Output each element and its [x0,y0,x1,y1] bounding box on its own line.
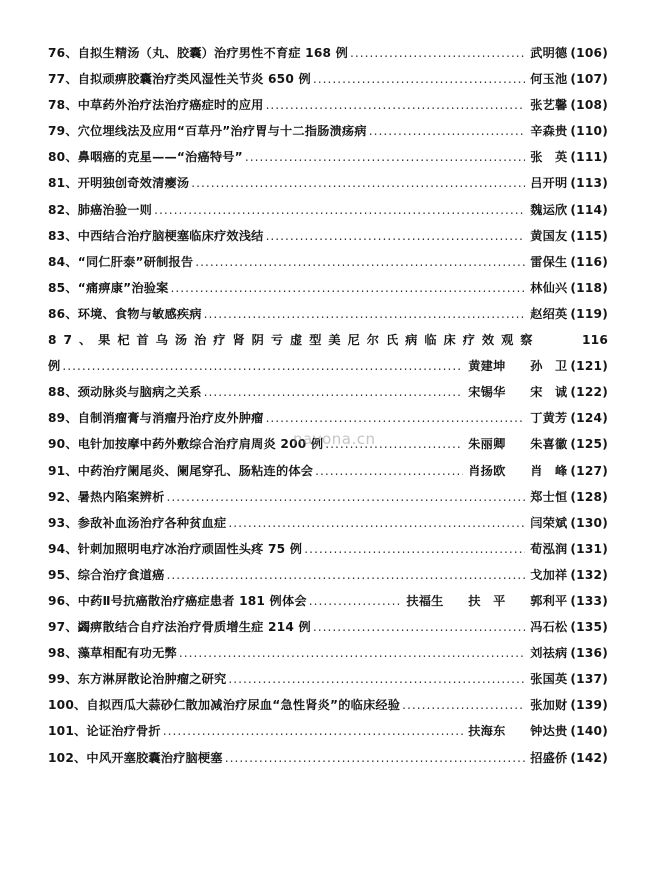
toc-entry [48,644,608,670]
dot-leader [191,176,525,190]
dot-leader [228,672,525,686]
entry-author: 肖扬欧 肖 峰 [468,463,568,478]
entry-author: 扶福生 扶 平 郭利平 [406,593,568,608]
entry-title: 76、自拟生精汤（丸、胶囊）治疗男性不育症 168 例 [48,46,349,60]
entry-author: 张国英 [530,672,568,687]
dot-leader [245,150,525,164]
entry-author: 雷保生 [530,254,568,269]
toc-entry [48,44,608,70]
entry-page-number: (127) [570,463,608,478]
entry-page-number: (114) [570,202,608,217]
entry-title: 77、自拟顽痹胶囊治疗类风湿性关节炎 650 例 [48,72,311,87]
entry-author: 辛森贵 [530,124,568,139]
dot-leader [195,255,525,269]
entry-title: 98、藻草相配有功无弊 [48,646,177,661]
entry-title: 100、自拟西瓜大蒜砂仁散加减治疗尿血“急性肾炎”的临床经验 [48,698,401,713]
entry-title: 80、鼻咽癌的克星——“治癌特号” [48,150,243,165]
entry-author: 宋锡华 宋 诚 [468,385,568,400]
dot-leader [266,98,526,112]
entry-title: 81、开明独创奇效清瘿汤 [48,176,190,191]
entry-author: 朱丽卿 朱喜徽 [468,437,568,452]
toc-entry [48,174,608,200]
entry-page-number: (137) [570,672,608,687]
entry-page-number: 116 [581,333,608,348]
toc-entry [48,201,608,227]
entry-page-number: (130) [570,515,608,530]
toc-entry [48,566,608,592]
dot-leader [313,72,525,86]
entry-title: 例 [48,359,61,374]
entry-page-number: (140) [570,724,608,739]
toc-entry [48,488,608,514]
dot-leader [163,724,464,738]
entry-author: 林仙兴 [530,280,568,295]
entry-page-number: (136) [570,646,608,661]
dot-leader [154,203,525,217]
entry-title: 86、环境、食物与敏感疾病 [48,306,202,321]
entry-author: 魏运欣 [530,202,568,217]
entry-author: 刘祛病 [530,646,568,661]
entry-author: 张艺馨 [530,98,568,113]
entry-title: 87、果杞首乌汤治疗肾阴亏虚型美尼尔氏病临床疗效观察 [48,333,540,348]
toc-entry [48,122,608,148]
entry-page-number: (124) [570,411,608,426]
toc-entry [48,383,608,409]
entry-page-number: (106) [570,46,608,60]
entry-title: 90、电针加按摩中药外敷综合治疗肩周炎 200 例 [48,437,324,452]
entry-author: 何玉池 [530,72,568,87]
dot-leader [62,359,463,373]
entry-title: 85、“痛痹康”治验案 [48,280,169,295]
toc-entry [48,96,608,122]
entry-title: 78、中草药外治疗法治疗癌症时的应用 [48,98,264,113]
toc-entry [48,592,608,618]
entry-page-number: (110) [570,124,608,139]
toc-entry [48,227,608,253]
entry-page-number: (142) [570,750,608,765]
dot-leader [228,516,525,530]
entry-author: 张 英 [530,150,568,165]
dot-leader [304,542,525,556]
entry-page-number: (118) [570,280,608,295]
entry-title: 96、中药Ⅱ号抗癌散治疗癌症患者 181 例体会 [48,593,307,608]
entry-title: 92、暑热内陷案辨析 [48,489,165,504]
entry-title: 79、穴位埋线法及应用“百草丹”治疗胃与十二指肠溃疡病 [48,124,367,139]
entry-author: 戈加祥 [530,567,568,582]
entry-page-number: (115) [570,228,608,243]
entry-author: 黄建坤 孙 卫 [468,359,568,374]
entry-title: 91、中药治疗阑尾炎、阑尾穿孔、肠粘连的体会 [48,463,314,478]
toc-entry [48,305,608,331]
toc-entry [48,331,608,357]
toc-entry [48,462,608,488]
entry-title: 102、中风开塞胶囊治疗脑梗塞 [48,750,223,765]
toc-entry [48,540,608,566]
toc-entry [48,670,608,696]
toc-entry [48,70,608,96]
entry-author: 丁黄芳 [530,411,568,426]
toc-entry [48,722,608,748]
entry-author: 张加财 [530,698,568,713]
entry-page-number: (132) [570,567,608,582]
entry-page-number: (128) [570,489,608,504]
entry-author: 冯石松 [530,620,568,635]
dot-leader [166,490,525,504]
dot-leader [179,646,525,660]
entry-page-number: (125) [570,437,608,452]
entry-page-number: (111) [570,150,608,165]
toc-entry [48,696,608,722]
dot-leader [402,698,525,712]
entry-title: 99、东方淋屏散论治肿瘤之研究 [48,672,227,687]
entry-title: 95、综合治疗食道癌 [48,567,165,582]
dot-leader [204,385,464,399]
dot-leader [369,124,526,138]
entry-author: 荀泓润 [530,541,568,556]
dot-leader [315,464,463,478]
dot-leader [266,229,526,243]
entry-page-number: (116) [570,254,608,269]
entry-title: 97、蠲痹散结合自疗法治疗骨质增生症 214 例 [48,620,311,635]
entry-title: 89、自制消瘤膏与消瘤丹治疗皮外肿瘤 [48,411,264,426]
dot-leader [166,568,525,582]
entry-author: 黄国友 [530,228,568,243]
entry-author: 武明德 [530,46,568,60]
entry-page-number: (121) [570,359,608,374]
dot-leader [204,307,526,321]
entry-page-number: (108) [570,98,608,113]
entry-author: 扶海东 钟达贵 [468,724,568,739]
entry-title: 82、肺癌治验一则 [48,202,153,217]
entry-title: 84、“同仁肝泰”研制报告 [48,254,194,269]
entry-author: 闫荣斌 [530,515,568,530]
dot-leader [350,46,525,60]
toc-entry [48,148,608,174]
entry-page-number: (133) [570,593,608,608]
entry-author: 吕开明 [530,176,568,191]
dot-leader [225,751,526,765]
dot-leader [313,620,525,634]
entry-author: 郑士恒 [530,489,568,504]
entry-page-number: (119) [570,306,608,321]
entry-title: 94、针刺加照明电疗冰治疗顽固性头疼 75 例 [48,541,303,556]
toc-entry [48,618,608,644]
entry-title: 88、颈动脉炎与脑病之关系 [48,385,202,400]
table-of-contents [48,44,608,775]
entry-title: 93、参敌补血汤治疗各种贫血症 [48,515,227,530]
entry-page-number: (113) [570,176,608,191]
toc-entry [48,514,608,540]
entry-author: 招盛侨 [530,750,568,765]
toc-entry [48,253,608,279]
entry-title: 83、中西结合治疗脑梗塞临床疗效浅结 [48,228,264,243]
dot-leader [171,281,526,295]
entry-author: 赵绍英 [530,306,568,321]
entry-page-number: (139) [570,698,608,713]
entry-page-number: (107) [570,72,608,87]
toc-entry [48,749,608,775]
entry-page-number: (135) [570,620,608,635]
entry-page-number: (131) [570,541,608,556]
entry-page-number: (122) [570,385,608,400]
dot-leader [309,594,402,608]
toc-entry [48,357,608,383]
watermark-text: nayona.cn [293,430,376,448]
dot-leader [266,411,526,425]
toc-entry [48,279,608,305]
entry-title: 101、论证治疗骨折 [48,724,161,739]
